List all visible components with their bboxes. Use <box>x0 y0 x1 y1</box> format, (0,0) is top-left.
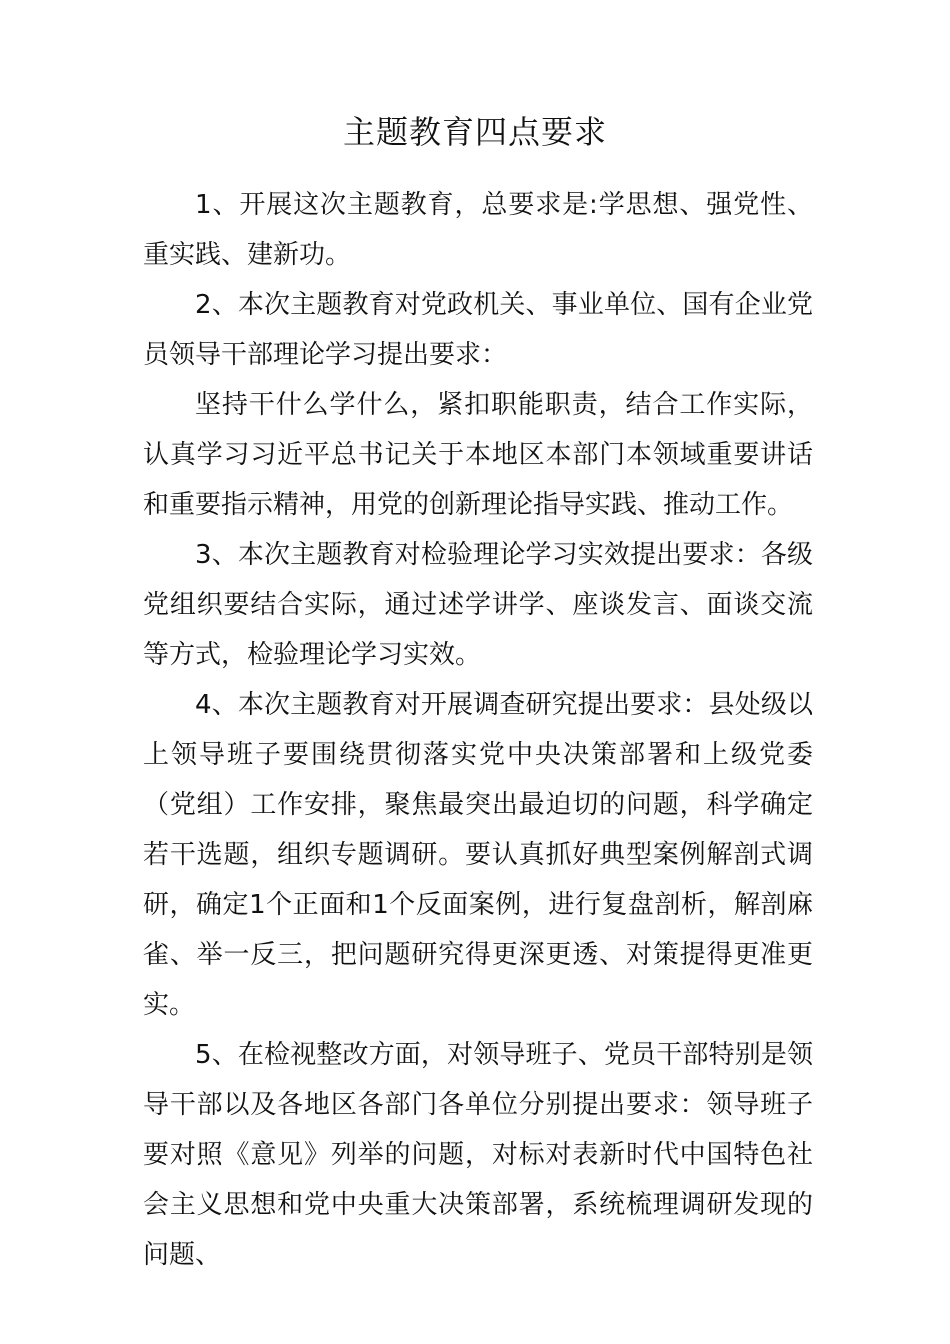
document-title: 主题教育四点要求 <box>342 113 607 151</box>
paragraph-4: 3、本次主题教育对检验理论学习实效提出要求：各级党组织要结合实际，通过述学讲学、座谈发言、面谈交流等方式，检验理论学习实效。 <box>143 540 813 670</box>
document-body <box>143 180 813 1280</box>
paragraph-3: 坚持干什么学什么，紧扣职能职责，结合工作实际，认真学习习近平总书记关于本地区本部门本领域重要讲话和重要指示精神，用党的创新理论指导实践、推动工作。 <box>143 390 813 520</box>
paragraph-5: 4、本次主题教育对开展调查研究提出要求：县处级以上领导班子要围绕贯彻落实党中央决策部署和上级党委（党组）工作安排，聚焦最突出最迫切的问题，科学确定若干选题，组织专题调研。要认真抓好典型案例解剖式调研，确定1个正面和1个反面案例，进行复盘剖析，解剖麻雀、举一反三，把问题研究得更深更透、对策提得更准更实。 <box>143 690 813 1020</box>
paragraph-2: 2、本次主题教育对党政机关、事业单位、国有企业党员领导干部理论学习提出要求： <box>143 290 813 370</box>
paragraph-6: 5、在检视整改方面，对领导班子、党员干部特别是领导干部以及各地区各部门各单位分别提出要求：领导班子要对照《意见》列举的问题，对标对表新时代中国特色社会主义思想和党中央重大决策部署，系统梳理调研发现的问题、 <box>143 1040 813 1270</box>
paragraph-1: 1、开展这次主题教育，总要求是:学思想、强党性、重实践、建新功。 <box>143 190 813 270</box>
